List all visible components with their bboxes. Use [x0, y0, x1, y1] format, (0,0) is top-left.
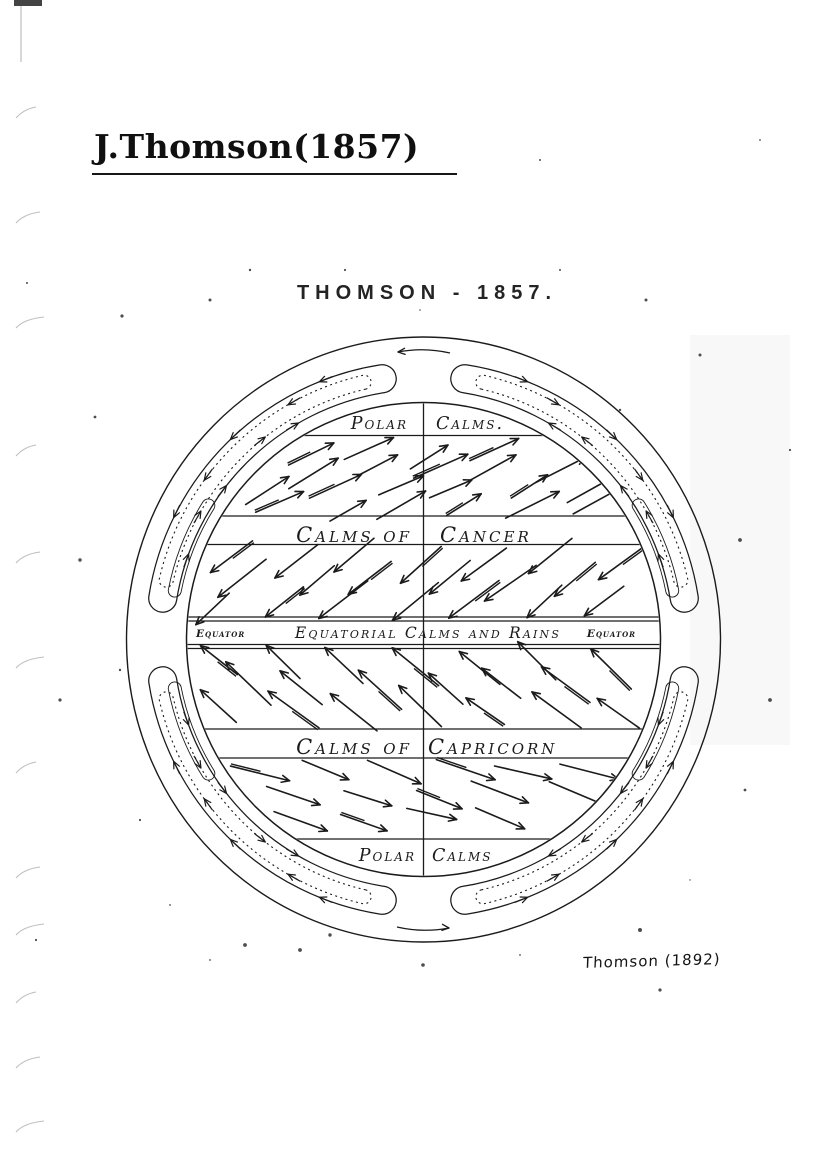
page-title: J.Thomson(1857) — [92, 127, 457, 175]
binding-mark — [16, 317, 44, 328]
scan-speck — [94, 416, 97, 419]
binding-mark — [16, 552, 40, 563]
scan-speck — [298, 948, 302, 952]
scan-speck — [169, 904, 171, 906]
pole-cross-arrow — [397, 927, 449, 930]
arrowhead — [398, 352, 405, 354]
arrowhead — [552, 404, 559, 405]
corner-smudge — [14, 0, 42, 6]
scan-speck — [645, 299, 648, 302]
binding-mark — [16, 657, 44, 668]
scan-speck — [35, 939, 37, 941]
arrowhead — [658, 554, 659, 561]
binding-mark — [16, 212, 40, 223]
arrowhead — [291, 855, 298, 856]
scan-speck — [759, 139, 761, 141]
arrowhead — [549, 423, 556, 424]
scan-speck — [209, 299, 212, 302]
arrowhead — [442, 924, 449, 928]
scan-speck — [619, 409, 621, 411]
label-polar-calms-south-right: Calms — [432, 846, 493, 866]
label-calms-capricorn-left: Calms of — [296, 735, 412, 759]
label-polar-calms-north-right: Calms. — [436, 414, 505, 434]
arrowhead — [288, 874, 295, 875]
arrowhead — [312, 805, 320, 806]
label-polar-calms-south-left: Polar — [358, 846, 416, 866]
scan-speck — [26, 282, 28, 284]
binding-mark — [16, 992, 36, 1003]
scan-speck — [744, 789, 747, 792]
scan-speck — [249, 269, 251, 271]
arrowhead — [189, 554, 190, 561]
label-polar-calms-north-left: Polar — [350, 414, 408, 434]
arrowhead — [487, 780, 495, 781]
scan-speck — [658, 988, 661, 991]
scan-speck — [139, 819, 141, 821]
binding-mark — [16, 1121, 44, 1132]
label-calms-cancer-left: Calms of — [296, 523, 412, 547]
arrowhead — [658, 718, 659, 725]
arrowhead — [383, 806, 391, 807]
scan-speck — [689, 879, 690, 880]
scan-speck — [738, 538, 742, 542]
scan-speck — [209, 959, 211, 961]
diagram-title: THOMSON - 1857. — [296, 282, 558, 304]
scan-speck — [789, 449, 791, 451]
binding-mark — [16, 1057, 40, 1068]
arrowhead — [379, 831, 387, 832]
scan-speck — [120, 314, 123, 317]
scan-speck — [419, 309, 421, 311]
scan-speck — [421, 963, 425, 967]
scan-speck — [519, 954, 521, 956]
handwritten-note: Thomson (1892) — [582, 950, 721, 972]
arrowhead — [200, 511, 201, 518]
arrowhead — [189, 718, 190, 725]
arrowhead — [319, 831, 327, 832]
arrowhead — [605, 477, 613, 478]
scan-speck — [344, 269, 346, 271]
binding-mark — [16, 762, 36, 773]
scan-speck — [638, 928, 642, 932]
scan-speck — [243, 943, 247, 947]
scan-speck — [58, 698, 61, 701]
scan-speck — [328, 933, 331, 936]
scan-speck — [768, 698, 772, 702]
scan-speck — [699, 354, 702, 357]
binding-mark — [16, 867, 40, 878]
label-calms-capricorn-right: Capricorn — [428, 735, 558, 759]
label-calms-cancer-right: Cancer — [440, 523, 532, 547]
scan-speck — [559, 269, 561, 271]
arrowhead — [599, 799, 605, 805]
scan-speck — [539, 159, 541, 161]
pole-cross-arrow — [398, 350, 450, 353]
scan-speck — [119, 669, 121, 671]
label-equatorial-band: Equatorial Calms and Rains — [294, 624, 562, 642]
arrowhead — [614, 489, 619, 496]
label-equator-right: Equator — [586, 628, 636, 640]
arrowhead — [608, 477, 613, 484]
binding-mark — [16, 445, 36, 456]
binding-mark — [16, 107, 36, 118]
label-equator-left: Equator — [196, 628, 246, 640]
binding-mark — [16, 924, 44, 935]
arrowhead — [611, 489, 619, 490]
scan-speck — [78, 558, 81, 561]
arrowhead — [646, 761, 647, 768]
